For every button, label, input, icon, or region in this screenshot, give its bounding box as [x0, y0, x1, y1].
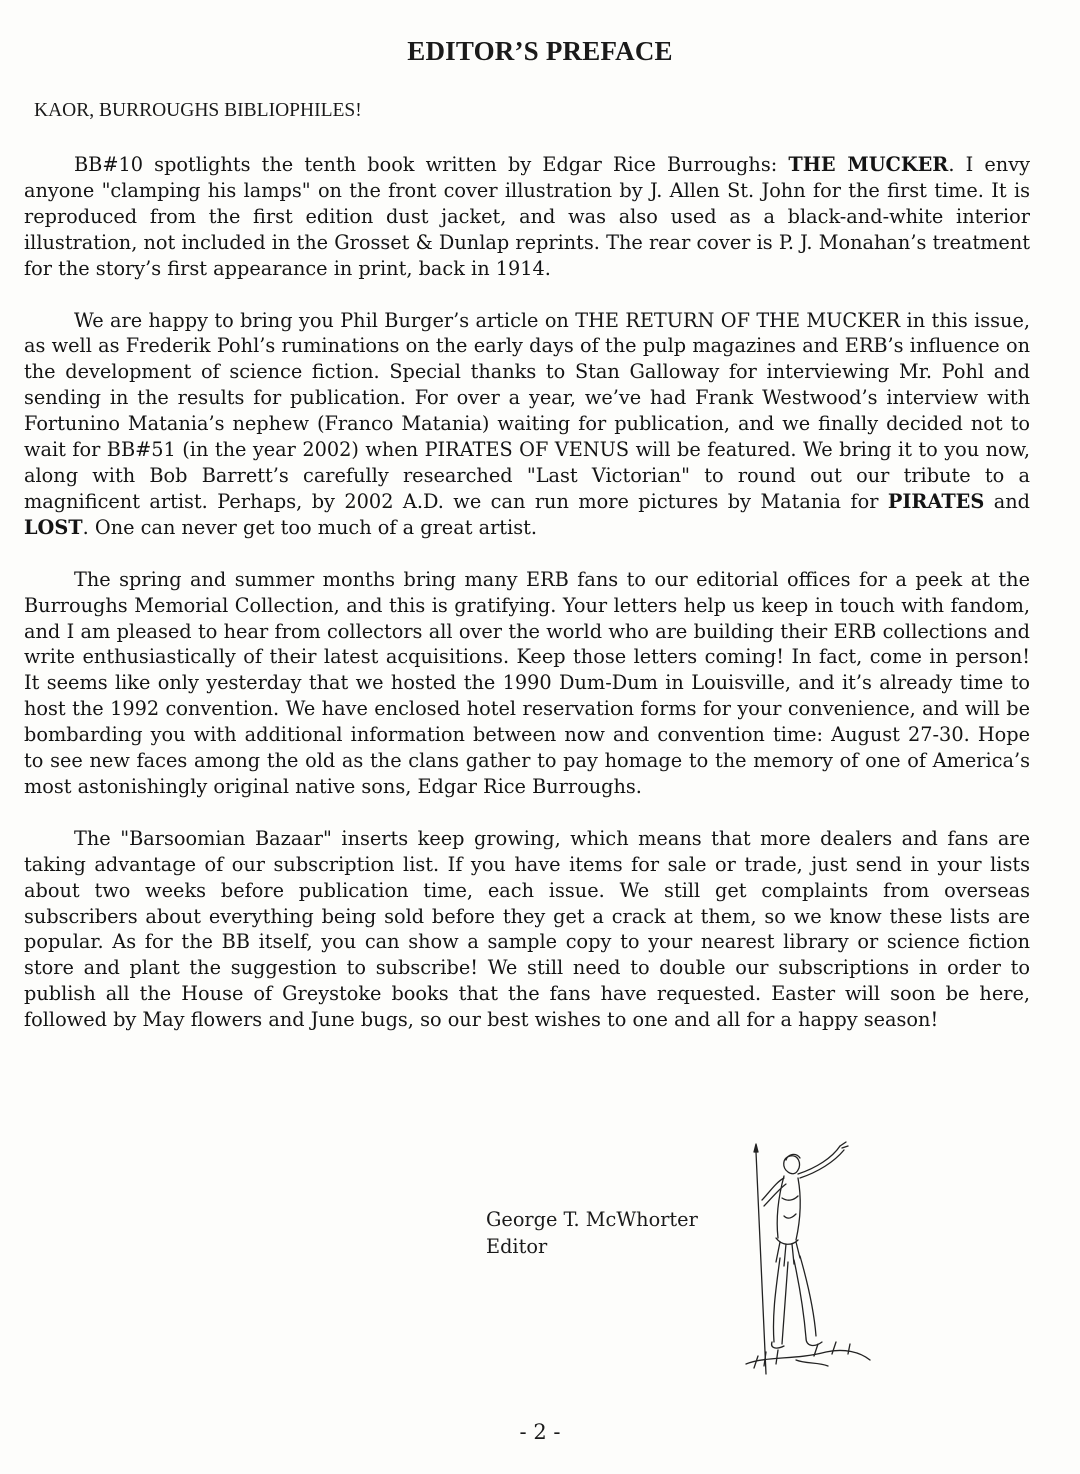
salutation: KAOR, BURROUGHS BIBLIOPHILES! — [34, 100, 362, 121]
paragraph-1 — [24, 152, 1030, 282]
signature-name: George T. McWhorter — [486, 1208, 698, 1231]
paragraph-1-text-a: BB#10 spotlights the tenth book written by Edgar Rice Burroughs: — [74, 153, 789, 176]
paragraph-2-text-e: . One can never get too much of a great artist. — [82, 515, 537, 539]
paragraph-3: The spring and summer months bring many ERB fans to our editorial offices for a peek at the Burroughs Memorial Collection, and this is gratifying. Your letters help us keep in touch with fandom, and I am pleased to hear from collectors all over the world who are building their ERB collections and write enthusiastically of their latest acquisitions. Keep those letters coming! In fact, come in person! It seems like only yesterday that we hosted the 1990 Dum-Dum in Louisville, and it’s already time to host the 1992 convention. We have enclosed hotel reservation forms for your convenience, and will be bombarding you with additional information between now and convention time: August 27-30. Hope to see new faces among the old as the clans gather to pay homage to the memory of one of America’s most astonishingly original native sons, Edgar Rice Burroughs. — [24, 567, 1030, 798]
page-number: - 2 - — [519, 1420, 561, 1444]
tarzan-figure-sketch-icon — [736, 1138, 876, 1378]
paragraph-2-text-c: and — [984, 489, 1031, 513]
paragraph-4: The "Barsoomian Bazaar" inserts keep growing, which means that more dealers and fans are taking advantage of our subscription list. If you have items for sale or trade, just send in your lists about two weeks before publication time, each issue. We still get complaints from overseas subscribers about everything being sold before they get a crack at them, so we know these lists are popular. As for the BB itself, you can show a sample copy to your nearest library or science fiction store and plant the suggestion to subscribe! We still need to double our subscriptions in order to publish all the House of Greystoke books that the fans have requested. Easter will soon be here, followed by May flowers and June bugs, so our best wishes to one and all for a happy season! — [24, 826, 1030, 1032]
signature-role: Editor — [486, 1235, 548, 1258]
paragraph-2 — [24, 308, 1030, 541]
signature-block — [486, 1206, 698, 1260]
preface-body — [24, 152, 1030, 1059]
paragraph-2-text-a: We are happy to bring you Phil Burger’s article on THE RETURN OF THE MUCKER in this issue, as well as Frederik Pohl’s ruminations on the early days of the pulp magazines and ERB’s influence on the development of science fiction. Special thanks to Stan Galloway for interviewing Mr. Pohl and sending in the results for publication. For over a year, we’ve had Frank Westwood’s interview with Fortunino Matania’s nephew (Franco Matania) waiting for publication, and we finally decided not to wait for BB#51 (in the year 2002) when PIRATES OF VENUS will be featured. We bring it to you now, along with Bob Barrett’s carefully researched "Last Victorian" to round out our tribute to a magnificent artist. Perhaps, by 2002 A.D. we can run more pictures by Matania for — [24, 308, 1030, 513]
book-title-lost: LOST — [24, 515, 83, 539]
paragraph-1-text-c: . I envy anyone "clamping his lamps" on the front cover illustration by J. Allen St. John for the first time. It is reproduced from the first edition dust jacket, and was also used as a black-and-white interior illustration, not included in the Grosset & Dunlap reprints. The rear cover is P. J. Monahan’s treatment for the story’s first appearance in print, back in 1914. — [24, 153, 1030, 280]
book-title-mucker: THE MUCKER — [788, 153, 949, 176]
page-title: EDITOR’S PREFACE — [407, 36, 673, 66]
book-title-pirates: PIRATES — [887, 489, 985, 513]
